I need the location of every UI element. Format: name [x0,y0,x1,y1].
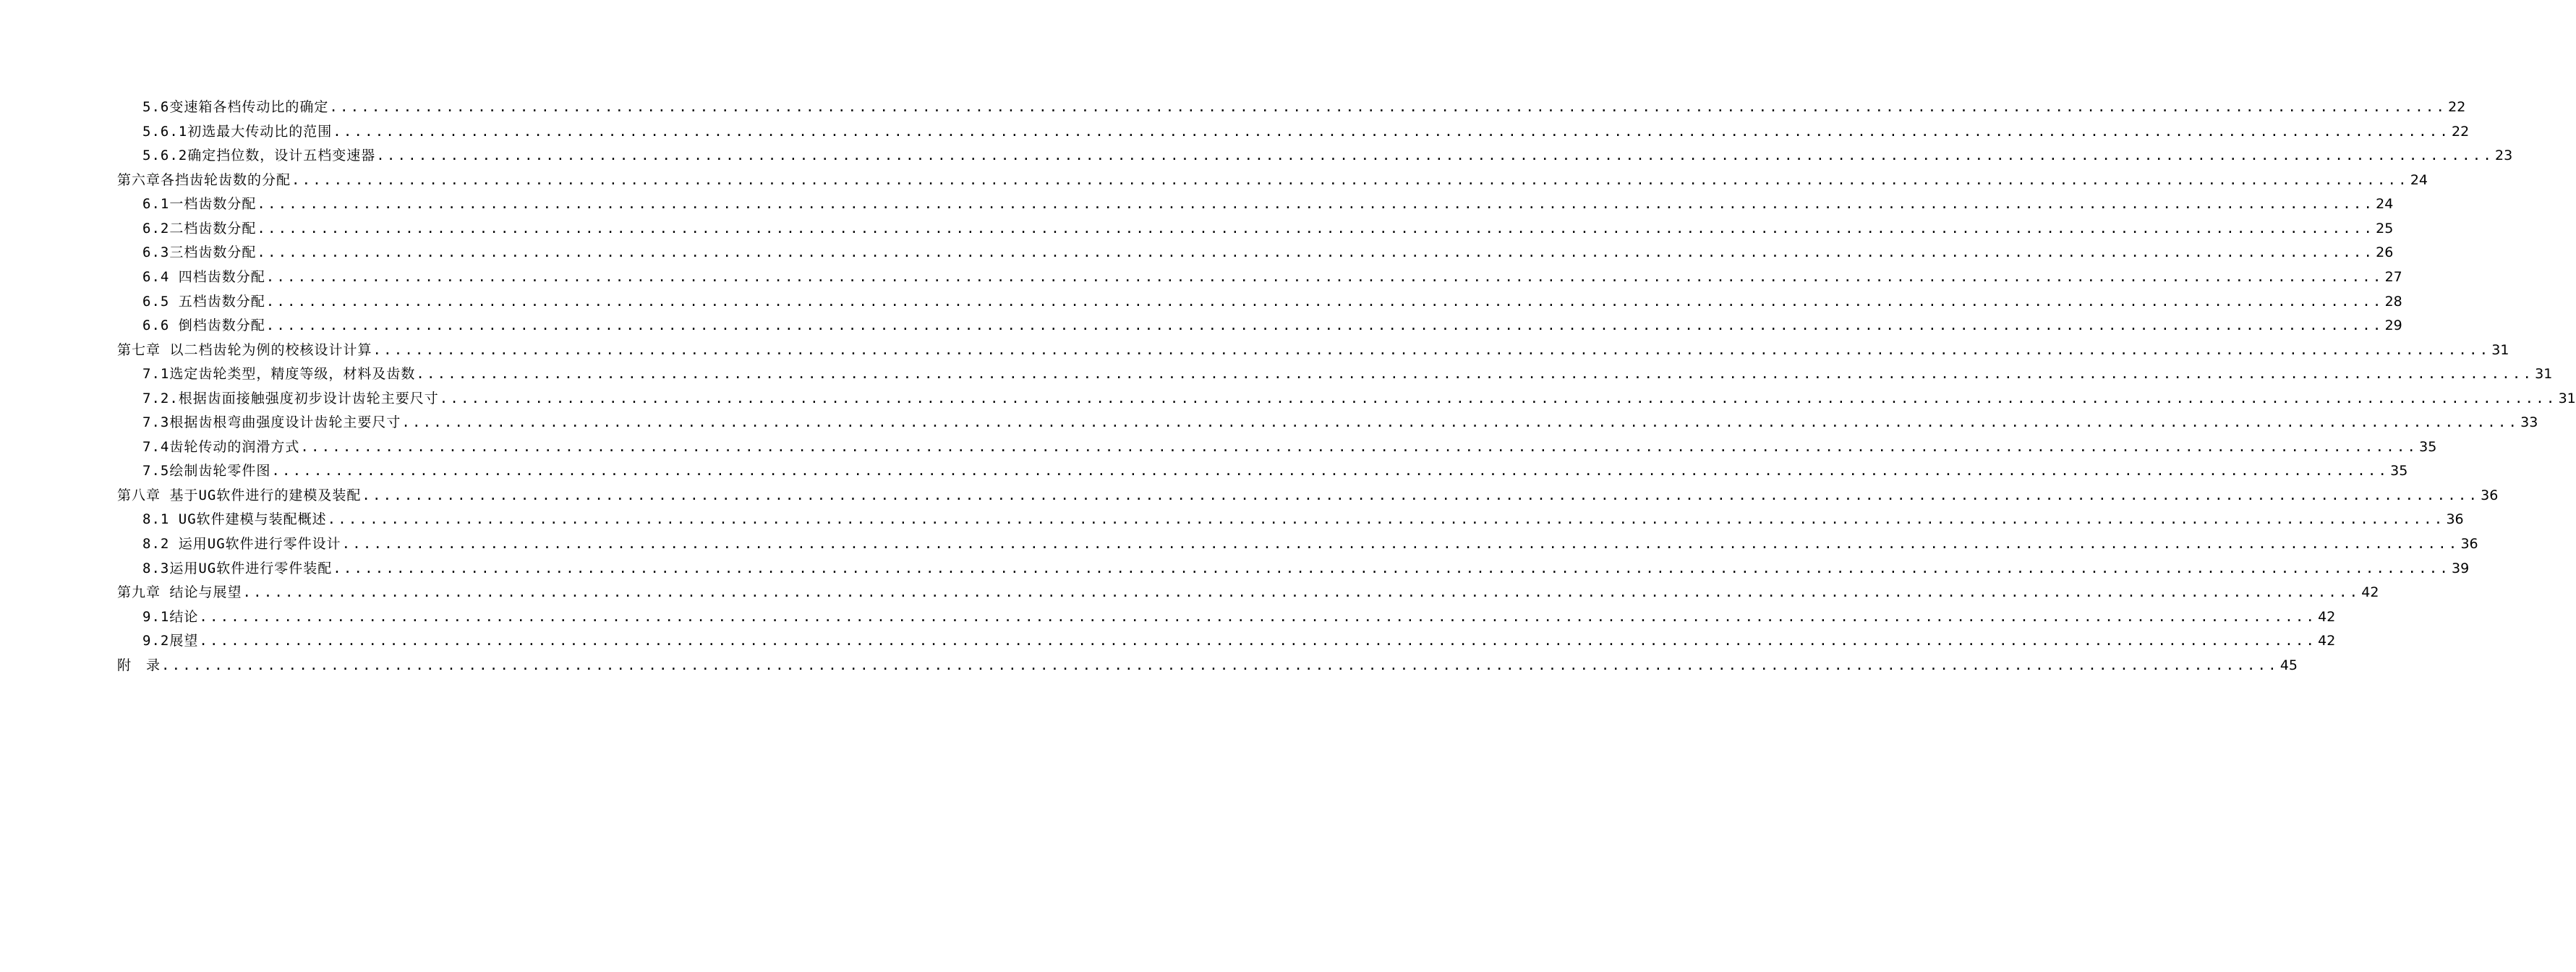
toc-page-number: 22 [2452,124,2470,140]
dot-leader: ........................................................................................................................................................................................................ [265,294,2384,310]
toc-page-number: 42 [2318,609,2336,625]
toc-entry-title: 6.1一档齿数分配 [142,196,257,212]
toc-page-number: 31 [2535,366,2553,382]
toc-entry-title: 7.3根据齿根弯曲强度设计齿轮主要尺寸 [142,414,401,430]
toc-entry[interactable] [0,507,2464,532]
dot-leader: ........................................................................................................................................................................................................ [327,511,2445,527]
toc-entry[interactable] [0,605,2336,629]
toc-page-number: 31 [2558,391,2576,406]
toc-entry[interactable] [0,410,2538,435]
toc-entry[interactable] [0,168,2428,192]
dot-leader: ........................................................................................................................................................................................................ [329,99,2447,115]
toc-page-number: 26 [2376,244,2394,260]
toc-page-number: 42 [2318,633,2336,649]
toc-entry-title: 6.4 四档齿数分配 [142,269,265,285]
toc-page-number: 36 [2460,536,2478,552]
toc-entry[interactable] [0,386,2576,411]
toc-entry-title: 6.5 五档齿数分配 [142,294,265,310]
toc-page-number: 27 [2384,269,2402,285]
toc-entry-title: 第六章各挡齿轮齿数的分配 [117,172,291,188]
toc-page-number: 25 [2376,221,2394,236]
toc-entry[interactable] [0,338,2509,362]
toc-page-number: 35 [2390,463,2408,479]
dot-leader: ........................................................................................................................................................................................................ [341,536,2460,552]
toc-entry-title: 第九章 结论与展望 [117,584,242,600]
toc-entry[interactable] [0,192,2394,216]
toc-entry-title: 9.2展望 [142,633,199,649]
toc-entry-title: 8.3运用UG软件进行零件装配 [142,560,333,576]
dot-leader: ........................................................................................................................................................................................................ [291,172,2409,188]
toc-entry-title: 6.3三档齿数分配 [142,244,257,260]
toc-page-number: 24 [2376,196,2394,212]
dot-leader: ........................................................................................................................................................................................................ [199,609,2317,625]
toc-entry-title: 7.5绘制齿轮零件图 [142,463,271,479]
toc-page-number: 42 [2361,584,2379,600]
toc-entry-title: 5.6.1初选最大传动比的范围 [142,124,333,140]
dot-leader: ........................................................................................................................................................................................................ [257,196,2375,212]
dot-leader: ........................................................................................................................................................................................................ [333,560,2450,576]
toc-page-number: 22 [2448,99,2466,115]
toc-entry[interactable] [0,313,2402,338]
toc-page-number: 33 [2520,414,2538,430]
toc-page-number: 28 [2384,294,2402,310]
toc-entry-title: 第八章 基于UG软件进行的建模及装配 [117,487,362,503]
toc-entry-title: 8.2 运用UG软件进行零件设计 [142,536,341,552]
toc-entry-title: 附 录 [117,657,161,673]
toc-entry-title: 6.6 倒档齿数分配 [142,317,265,333]
toc-entry-title: 5.6变速箱各档传动比的确定 [142,99,329,115]
toc-entry[interactable] [0,483,2499,508]
dot-leader: ........................................................................................................................................................................................................ [199,633,2317,649]
dot-leader: ........................................................................................................................................................................................................ [300,439,2418,455]
toc-entry-title: 7.1选定齿轮类型，精度等级，材料及齿数 [142,366,416,382]
toc-entry[interactable] [0,119,2470,144]
toc-entry[interactable] [0,532,2478,556]
toc-page-number: 29 [2384,317,2402,333]
toc-page-number: 39 [2452,560,2470,576]
toc-entry[interactable] [0,289,2402,314]
dot-leader: ........................................................................................................................................................................................................ [376,148,2494,163]
dot-leader: ........................................................................................................................................................................................................ [372,342,2491,358]
dot-leader: ........................................................................................................................................................................................................ [265,269,2384,285]
toc-entry-title: 7.4齿轮传动的润滑方式 [142,439,300,455]
toc-entry[interactable] [0,95,2466,119]
dot-leader: ........................................................................................................................................................................................................ [439,391,2557,406]
dot-leader: ........................................................................................................................................................................................................ [333,124,2450,140]
toc-page-number: 36 [2446,511,2464,527]
toc-entry-title: 6.2二档齿数分配 [142,221,257,236]
toc-page-number: 45 [2279,657,2298,673]
dot-leader: ........................................................................................................................................................................................................ [257,221,2375,236]
toc-entry-title: 8.1 UG软件建模与装配概述 [142,511,327,527]
toc-entry[interactable] [0,240,2394,265]
toc-page-number: 31 [2491,342,2509,358]
dot-leader: ........................................................................................................................................................................................................ [401,414,2520,430]
toc-entry[interactable] [0,459,2408,483]
toc-entry-title: 第七章 以二档齿轮为例的校核设计计算 [117,342,372,358]
toc-entry[interactable] [0,580,2379,605]
dot-leader: ........................................................................................................................................................................................................ [271,463,2389,479]
dot-leader: ........................................................................................................................................................................................................ [161,657,2279,673]
dot-leader: ........................................................................................................................................................................................................ [416,366,2534,382]
toc-page-number: 36 [2481,487,2499,503]
toc-page-number: 23 [2495,148,2513,163]
dot-leader: ........................................................................................................................................................................................................ [362,487,2480,503]
dot-leader: ........................................................................................................................................................................................................ [242,584,2360,600]
toc-entry[interactable] [0,556,2470,581]
toc-entry[interactable] [0,653,2298,678]
toc-entry[interactable] [0,628,2336,653]
toc-entry[interactable] [0,265,2402,289]
toc-page-number: 35 [2419,439,2437,455]
toc-page-number: 24 [2410,172,2428,188]
dot-leader: ........................................................................................................................................................................................................ [265,317,2384,333]
toc-entry-title: 5.6.2确定挡位数，设计五档变速器 [142,148,376,163]
toc-entry[interactable] [0,362,2553,386]
toc-entry-title: 9.1结论 [142,609,199,625]
toc-entry[interactable] [0,435,2437,459]
toc-entry[interactable] [0,143,2513,168]
toc-entry[interactable] [0,216,2394,241]
dot-leader: ........................................................................................................................................................................................................ [257,244,2375,260]
toc-entry-title: 7.2.根据齿面接触强度初步设计齿轮主要尺寸 [142,391,439,406]
